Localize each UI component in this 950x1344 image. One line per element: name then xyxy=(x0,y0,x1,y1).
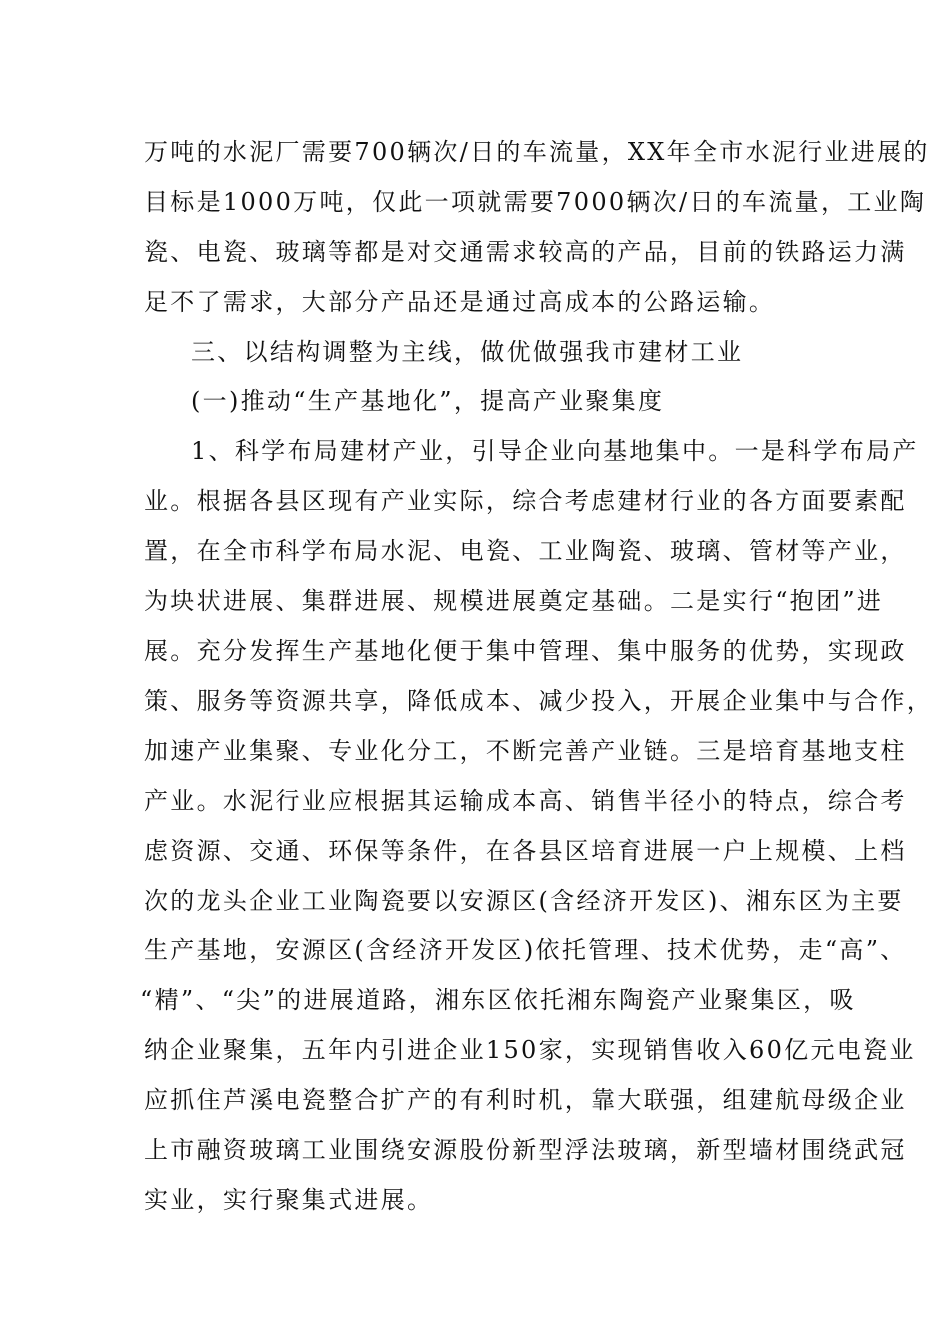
paragraph-line: 虑资源、交通、环保等条件，在各县区培育进展一户上规模、上档 xyxy=(144,837,907,865)
paragraph-line: 置，在全市科学布局水泥、电瓷、工业陶瓷、玻璃、管材等产业， xyxy=(144,537,907,565)
paragraph-line: 上市融资玻璃工业围绕安源股份新型浮法玻璃，新型墙材围绕武冠 xyxy=(144,1136,907,1164)
paragraph-line: 为块状进展、集群进展、规模进展奠定基础。二是实行“抱团”进 xyxy=(144,587,884,615)
subsection-heading: (一)推动“生产基地化”，提高产业聚集度 xyxy=(191,387,665,415)
paragraph-line: 1、科学布局建材产业，引导企业向基地集中。一是科学布局产 xyxy=(191,437,919,465)
paragraph-line: 足不了需求，大部分产品还是通过高成本的公路运输。 xyxy=(144,288,776,316)
section-heading: 三、以结构调整为主线，做优做强我市建材工业 xyxy=(191,338,744,366)
paragraph-line: 应抓住芦溪电瓷整合扩产的有利时机，靠大联强，组建航母级企业 xyxy=(144,1086,907,1114)
paragraph-line: 策、服务等资源共享，降低成本、减少投入，开展企业集中与合作， xyxy=(144,687,933,715)
paragraph-line: 生产基地，安源区(含经济开发区)依托管理、技术优势，走“高”、 xyxy=(144,936,907,964)
paragraph-line: 实业，实行聚集式进展。 xyxy=(144,1186,434,1214)
paragraph-line: 展。充分发挥生产基地化便于集中管理、集中服务的优势，实现政 xyxy=(144,637,907,665)
paragraph-line: 瓷、电瓷、玻璃等都是对交通需求较高的产品，目前的铁路运力满 xyxy=(144,238,907,266)
paragraph-line: 加速产业集聚、专业化分工，不断完善产业链。三是培育基地支柱 xyxy=(144,737,907,765)
paragraph-line: 纳企业聚集，五年内引进企业150家，实现销售收入60亿元电瓷业 xyxy=(144,1036,916,1064)
paragraph-line: 万吨的水泥厂需要700辆次/日的车流量，XX年全市水泥行业进展的 xyxy=(144,138,930,166)
paragraph-line: 次的龙头企业工业陶瓷要以安源区(含经济开发区)、湘东区为主要 xyxy=(144,887,904,915)
paragraph-line: 业。根据各县区现有产业实际，综合考虑建材行业的各方面要素配 xyxy=(144,487,907,515)
paragraph-line: 目标是1000万吨，仅此一项就需要7000辆次/日的车流量，工业陶 xyxy=(144,188,927,216)
paragraph-line: 产业。水泥行业应根据其运输成本高、销售半径小的特点，综合考 xyxy=(144,787,907,815)
paragraph-line: “精”、“尖”的进展道路，湘东区依托湘东陶瓷产业聚集区，吸 xyxy=(140,986,856,1014)
